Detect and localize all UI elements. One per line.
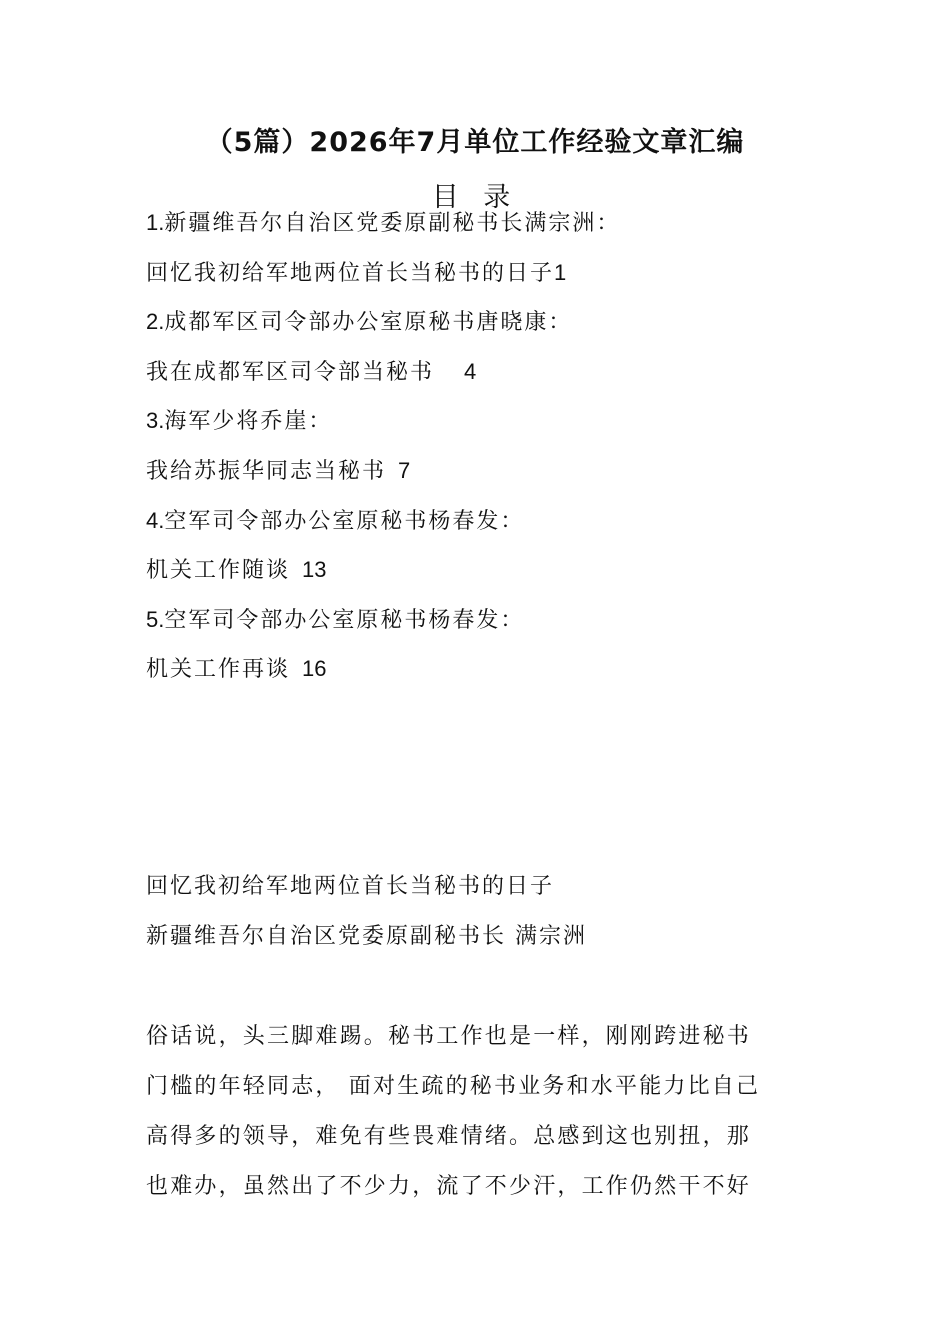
table-of-contents [146, 198, 826, 694]
toc-entry[interactable] [146, 595, 826, 645]
toc-entry[interactable] [146, 198, 826, 248]
toc-entry[interactable] [146, 396, 826, 446]
toc-entry-number: 1. [146, 210, 165, 235]
article-title: 回忆我初给军地两位首长当秘书的日子 [146, 874, 555, 899]
toc-entry-number: 4. [146, 507, 165, 533]
toc-entry-text: 机关工作随谈 [146, 558, 291, 584]
toc-entry-number: 2. [146, 309, 165, 335]
toc-entry[interactable] [146, 347, 826, 397]
toc-heading: 目 录 [431, 182, 519, 213]
toc-page-number: 4 [464, 358, 477, 384]
toc-entry-text: 空军司令部办公室原秘书杨春发： [164, 607, 525, 633]
body-line: 也难办，虽然出了不少力，流了不少汗，工作仍然干不好 [146, 1174, 752, 1199]
toc-entry-text: 我在成都军区司令部当秘书 [146, 359, 435, 385]
toc-entry-text: 海军少将乔崖： [164, 409, 333, 435]
toc-entry-number: 5. [146, 606, 165, 632]
document-title: （5篇）2026年7月单位工作经验文章汇编 [205, 127, 745, 158]
toc-page-number: 16 [302, 656, 327, 682]
toc-entry-text: 回忆我初给军地两位首长当秘书的日子 [146, 260, 555, 286]
body-line: 高得多的领导，难免有些畏难情绪。总感到这也别扭，那 [146, 1124, 752, 1149]
toc-page-number: 1 [554, 259, 567, 285]
toc-entry[interactable] [146, 248, 826, 298]
article-body [146, 1012, 806, 1212]
toc-entry-text: 成都军区司令部办公室原秘书唐晓康： [164, 310, 573, 336]
toc-entry-text: 空军司令部办公室原秘书杨春发： [164, 508, 525, 534]
toc-entry-text: 我给苏振华同志当秘书 [146, 458, 387, 484]
toc-entry-text: 机关工作再谈 [146, 657, 291, 683]
toc-entry-number: 3. [146, 408, 165, 434]
toc-entry[interactable] [146, 545, 826, 595]
toc-entry-text: 新疆维吾尔自治区党委原副秘书长满宗洲： [164, 211, 621, 236]
toc-entry[interactable] [146, 446, 826, 496]
toc-entry[interactable] [146, 644, 826, 694]
toc-page-number: 7 [398, 457, 411, 483]
article-author: 新疆维吾尔自治区党委原副秘书长 满宗洲 [146, 924, 587, 949]
toc-entry[interactable] [146, 297, 826, 347]
toc-entry[interactable] [146, 496, 826, 546]
body-line: 门槛的年轻同志， 面对生疏的秘书业务和水平能力比自己 [146, 1074, 761, 1099]
body-line: 俗话说，头三脚难踢。秘书工作也是一样，刚刚跨进秘书 [146, 1024, 752, 1049]
toc-page-number: 13 [302, 557, 327, 583]
